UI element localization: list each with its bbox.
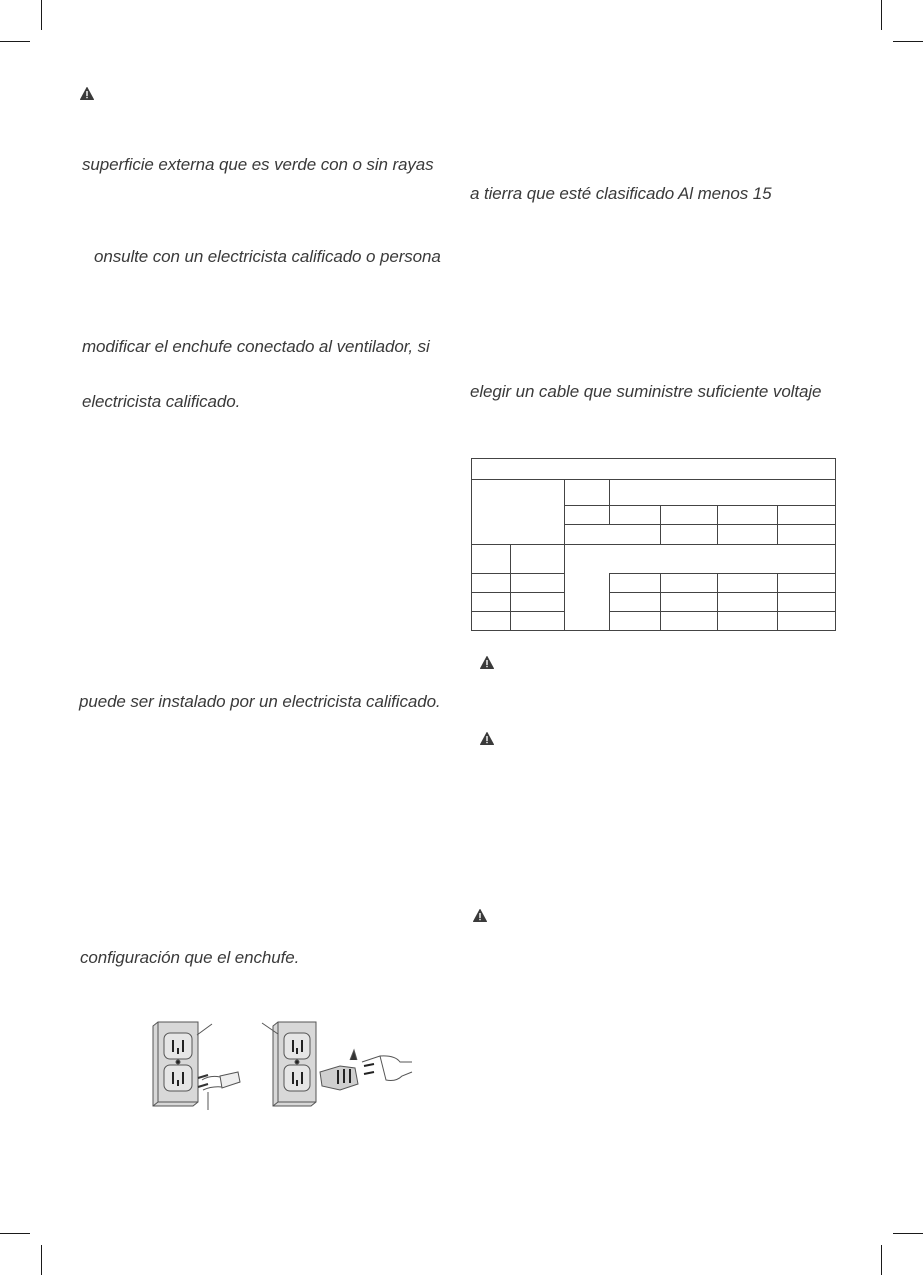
left-text-line-3: modificar el enchufe conectado al ventilador, si	[82, 337, 430, 356]
left-text-line-2: onsulte con un electricista calificado o persona	[94, 247, 441, 266]
crop-mark-top-right-v	[881, 0, 882, 30]
grounding-adapter-icon	[262, 1022, 412, 1106]
crop-mark-top-left-h	[0, 41, 30, 42]
extension-cord-table	[471, 458, 836, 631]
left-text-line-5: puede ser instalado por un electricista calificado.	[79, 692, 441, 711]
right-text-line-2: elegir un cable que suministre suficiente voltaje	[470, 382, 822, 401]
crop-mark-bottom-left-v	[41, 1245, 42, 1275]
right-text-line-1: a tierra que esté clasificado Al menos 15	[470, 184, 772, 203]
warning-triangle-icon	[80, 87, 94, 100]
warning-triangle-icon	[480, 732, 494, 745]
crop-mark-top-left-v	[41, 0, 42, 30]
grounded-outlet-icon	[153, 1022, 240, 1110]
crop-mark-top-right-h	[893, 41, 923, 42]
crop-mark-bottom-right-v	[881, 1245, 882, 1275]
crop-mark-bottom-left-h	[0, 1233, 30, 1234]
left-text-line-6: configuración que el enchufe.	[80, 948, 300, 967]
grounded-outlet-figure	[150, 1020, 420, 1120]
left-text-line-4: electricista calificado.	[82, 392, 241, 411]
warning-triangle-icon	[480, 656, 494, 669]
crop-mark-bottom-right-h	[893, 1233, 923, 1234]
warning-triangle-icon	[473, 909, 487, 922]
left-text-line-1: superficie externa que es verde con o sin rayas	[82, 155, 434, 174]
